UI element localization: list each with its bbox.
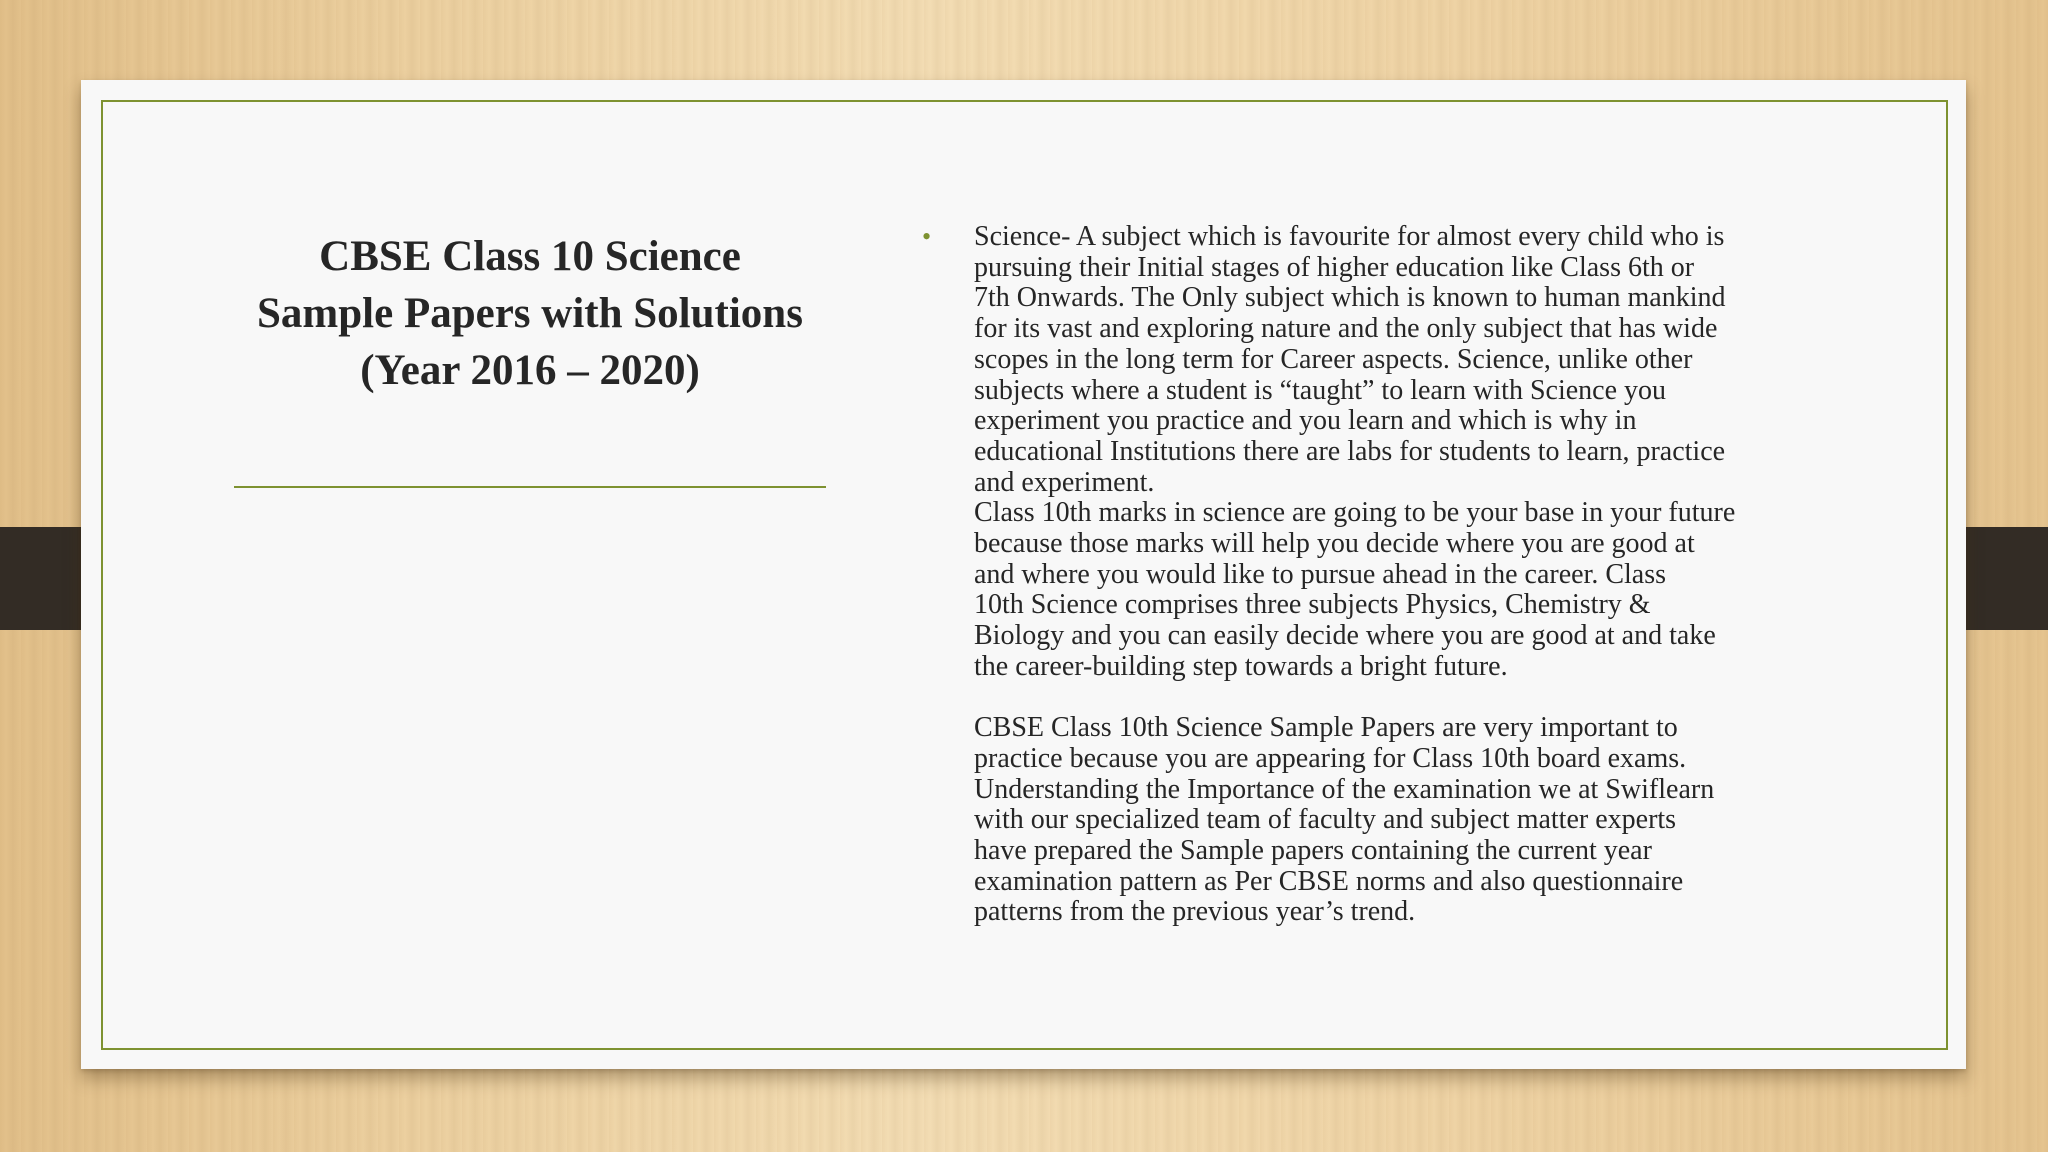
text-line: pursuing their Initial stages of higher education like Class 6th or xyxy=(974,251,1695,283)
text-line: because those marks will help you decide where you are good at xyxy=(974,528,1695,560)
text-line: for its vast and exploring nature and the only subject that has wide xyxy=(974,313,1718,345)
title-line: CBSE Class 10 Science xyxy=(319,233,741,280)
text-line: practice because you are appearing for Class 10th board exams. xyxy=(974,742,1687,774)
bullet-icon: • xyxy=(922,222,932,251)
text-line: and where you would like to pursue ahead in the career. Class xyxy=(974,558,1667,590)
text-line: with our specialized team of faculty and subject matter experts xyxy=(974,804,1677,836)
title-divider xyxy=(234,486,826,488)
text-line: Understanding the Importance of the examination we at Swiflearn xyxy=(974,773,1715,805)
slide-title xyxy=(220,228,840,399)
text-line: patterns from the previous year’s trend. xyxy=(974,896,1416,928)
text-line: examination pattern as Per CBSE norms and also questionnaire xyxy=(974,865,1684,897)
text-line: Class 10th marks in science are going to be your base in your future xyxy=(974,497,1736,529)
text-line: CBSE Class 10th Science Sample Papers are very important to xyxy=(974,712,1678,744)
text-line: and experiment. xyxy=(974,466,1155,498)
text-line: educational Institutions there are labs for students to learn, practice xyxy=(974,435,1726,467)
text-line: 10th Science comprises three subjects Physics, Chemistry & xyxy=(974,589,1651,621)
paragraph-gap xyxy=(974,683,1824,714)
title-line: (Year 2016 – 2020) xyxy=(360,347,700,394)
text-line: 7th Onwards. The Only subject which is known to human mankind xyxy=(974,282,1726,314)
text-line: Biology and you can easily decide where you are good at and take xyxy=(974,620,1716,652)
body-paragraph xyxy=(974,222,1824,928)
text-line: have prepared the Sample papers containing the current year xyxy=(974,835,1652,867)
text-line: the career-building step towards a bright future. xyxy=(974,650,1508,682)
text-line: subjects where a student is “taught” to learn with Science you xyxy=(974,374,1667,406)
text-line: experiment you practice and you learn and which is why in xyxy=(974,405,1637,437)
text-line: Science- A subject which is favourite for almost every child who is xyxy=(974,221,1725,252)
text-line: scopes in the long term for Career aspects. Science, unlike other xyxy=(974,343,1693,375)
title-line: Sample Papers with Solutions xyxy=(257,290,803,337)
